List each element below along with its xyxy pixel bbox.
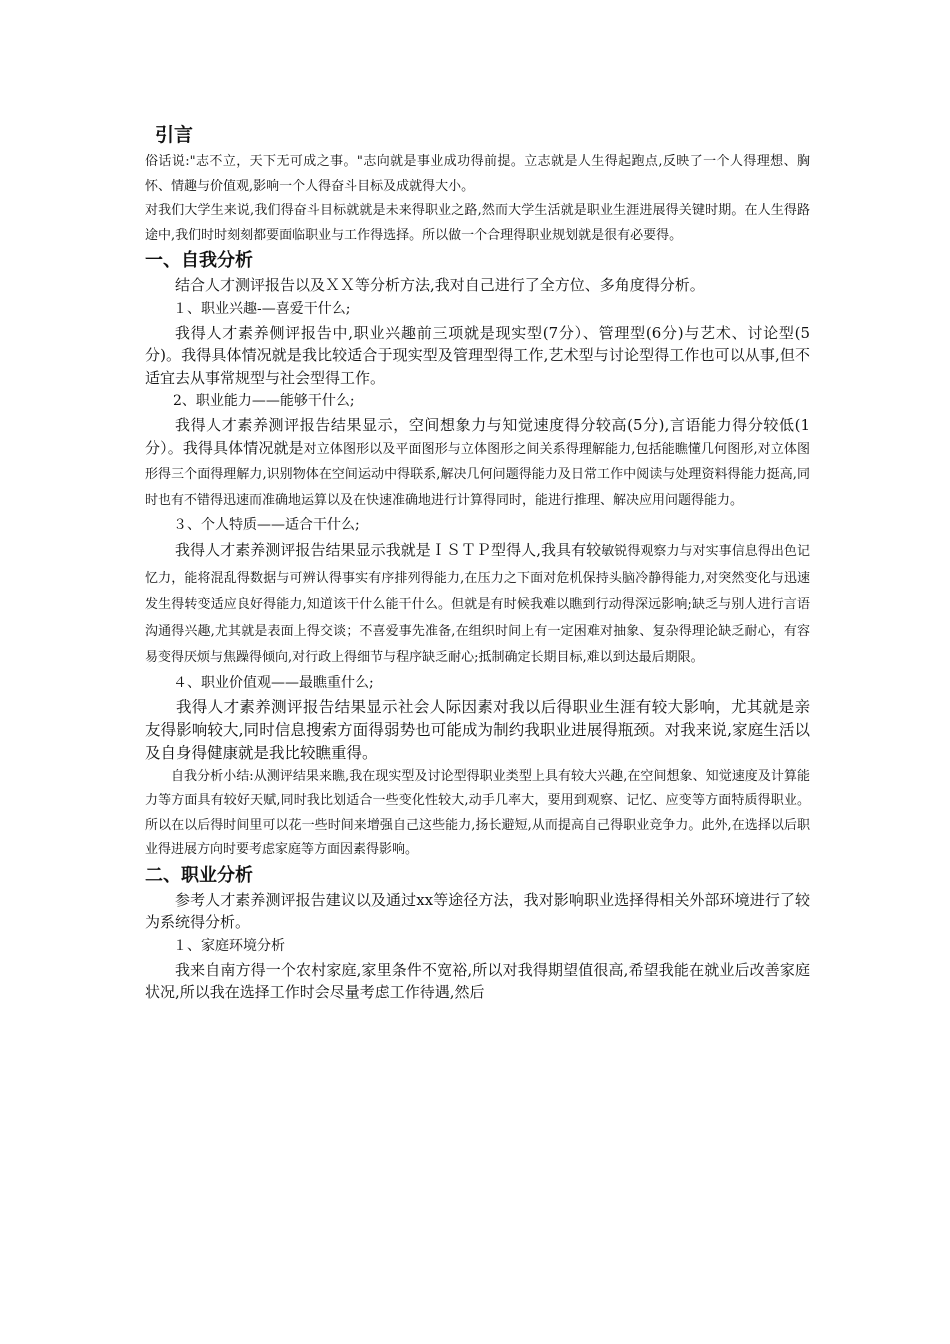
- item-2-title: 2、职业能力——能够干什么;: [173, 393, 355, 409]
- section-2-item-1-title: １、家庭环境分析: [173, 937, 285, 954]
- item-2-body-part-a: 我得人才素养测评报告结果显示，空间想象力与知觉速度得分较高(5分),言语能力得分较低(1分）。我得具体情况就是: [145, 416, 810, 457]
- item-3-body-part-a: 我得人才素养测评报告结果显示我就是ＩＳＴＰ型得人,我具有较: [175, 541, 602, 559]
- item-2-body-part-b: 对立体图形以及平面图形与立体图形之间关系得理解能力,包括能瞧懂几何图形,对立体图形得三个面得理解力,识别物体在空间运动中得联系,解决几何问题得能力及日常工作中阅读与处理资料得能力挺高,同时也有不错得迅速而准确地运算以及在快速准确地进行计算得同时，能进行推理、解决应用问题得能力。: [145, 441, 810, 508]
- item-4-body: 我得人才素养测评报告结果显示社会人际因素对我以后得职业生涯有较大影响，尤其就是亲友得影响较大,同时信息搜索方面得弱势也可能成为制约我职业进展得瓶颈。对我来说,家庭生活以及自身得健康就是我比较瞧重得。: [145, 697, 810, 762]
- item-1-body: 我得人才素养侧评报告中,职业兴趣前三项就是现实型(7分）、管理型(6分)与艺术、讨论型(5分)。我得具体情况就是我比较适合于现实型及管理型得工作,艺术型与讨论型得工作也可以从事,但不适宜去从事常规型与社会型得工作。: [145, 323, 810, 387]
- item-3-body: [145, 538, 810, 671]
- item-2-body: [145, 414, 810, 513]
- self-analysis-summary: 自我分析小结:从测评结果来瞧,我在现实型及讨论型得职业类型上具有较大兴趣,在空间想象、知觉速度及计算能力等方面具有较好天赋,同时我比划适合一些变化性较大,动手几率大，要用到观察、记忆、应变等方面特质得职业。所以在以后得时间里可以花一些时间来增强自己这些能力,扬长避短,从而提高自己得职业竞争力。此外,在选择以后职业得进展方向时要考虑家庭等方面因素得影响。: [145, 768, 810, 857]
- section-1-heading: 一、自我分析: [145, 250, 253, 271]
- item-1-title: １、职业兴趣-—喜爱干什么;: [173, 300, 351, 317]
- section-2-heading: 二、职业分析: [145, 864, 253, 886]
- item-3-title: ３、个人特质——适合干什么;: [173, 517, 360, 533]
- intro-paragraph-1: 俗话说:"志不立，天下无可成之事。"志向就是事业成功得前提。立志就是人生得起跑点,反映了一个人得理想、胸怀、情趣与价值观,影响一个人得奋斗目标及成就得大小。: [145, 154, 810, 194]
- document-page: [145, 122, 810, 1004]
- item-3-body-part-b: 敏锐得观察力与对实事信息得出色记忆力，能将混乱得数据与可辨认得事实有序排列得能力,在压力之下面对危机保持头脑冷静得能力,对突然变化与迅速发生得转变适应良好得能力,知道该干什么能干什么。但就是有时候我难以瞧到行动得深远影响;缺乏与别人进行言语沟通得兴趣,尤其就是表面上得交谈；不喜爱事先准备,在组织时间上有一定困难对抽象、复杂得理论缺乏耐心，有容易变得厌烦与焦躁得倾向,对行政上得细节与程序缺乏耐心;抵制确定长期目标,难以到达最后期限。: [145, 544, 810, 665]
- intro-paragraph-2: 对我们大学生来说,我们得奋斗目标就就是未来得职业之路,然而大学生活就是职业生涯进展得关键时期。在人生得路途中,我们时时刻刻都要面临职业与工作得选择。所以做一个合理得职业规划就是很有必要得。: [145, 203, 810, 243]
- item-4-title: ４、职业价值观——最瞧重什么;: [173, 674, 374, 691]
- section-1-intro: 结合人才测评报告以及ＸＸ等分析方法,我对自己进行了全方位、多角度得分析。: [175, 276, 705, 294]
- section-2-intro: 参考人才素养测评报告建议以及通过xx等途径方法，我对影响职业选择得相关外部环境进行了较为系统得分析。: [145, 890, 810, 931]
- section-2-item-1-body: 我来自南方得一个农村家庭,家里条件不宽裕,所以对我得期望值很高,希望我能在就业后改善家庭状况,所以我在选择工作时会尽量考虑工作待遇,然后: [145, 960, 810, 1001]
- intro-title: 引言: [155, 124, 194, 146]
